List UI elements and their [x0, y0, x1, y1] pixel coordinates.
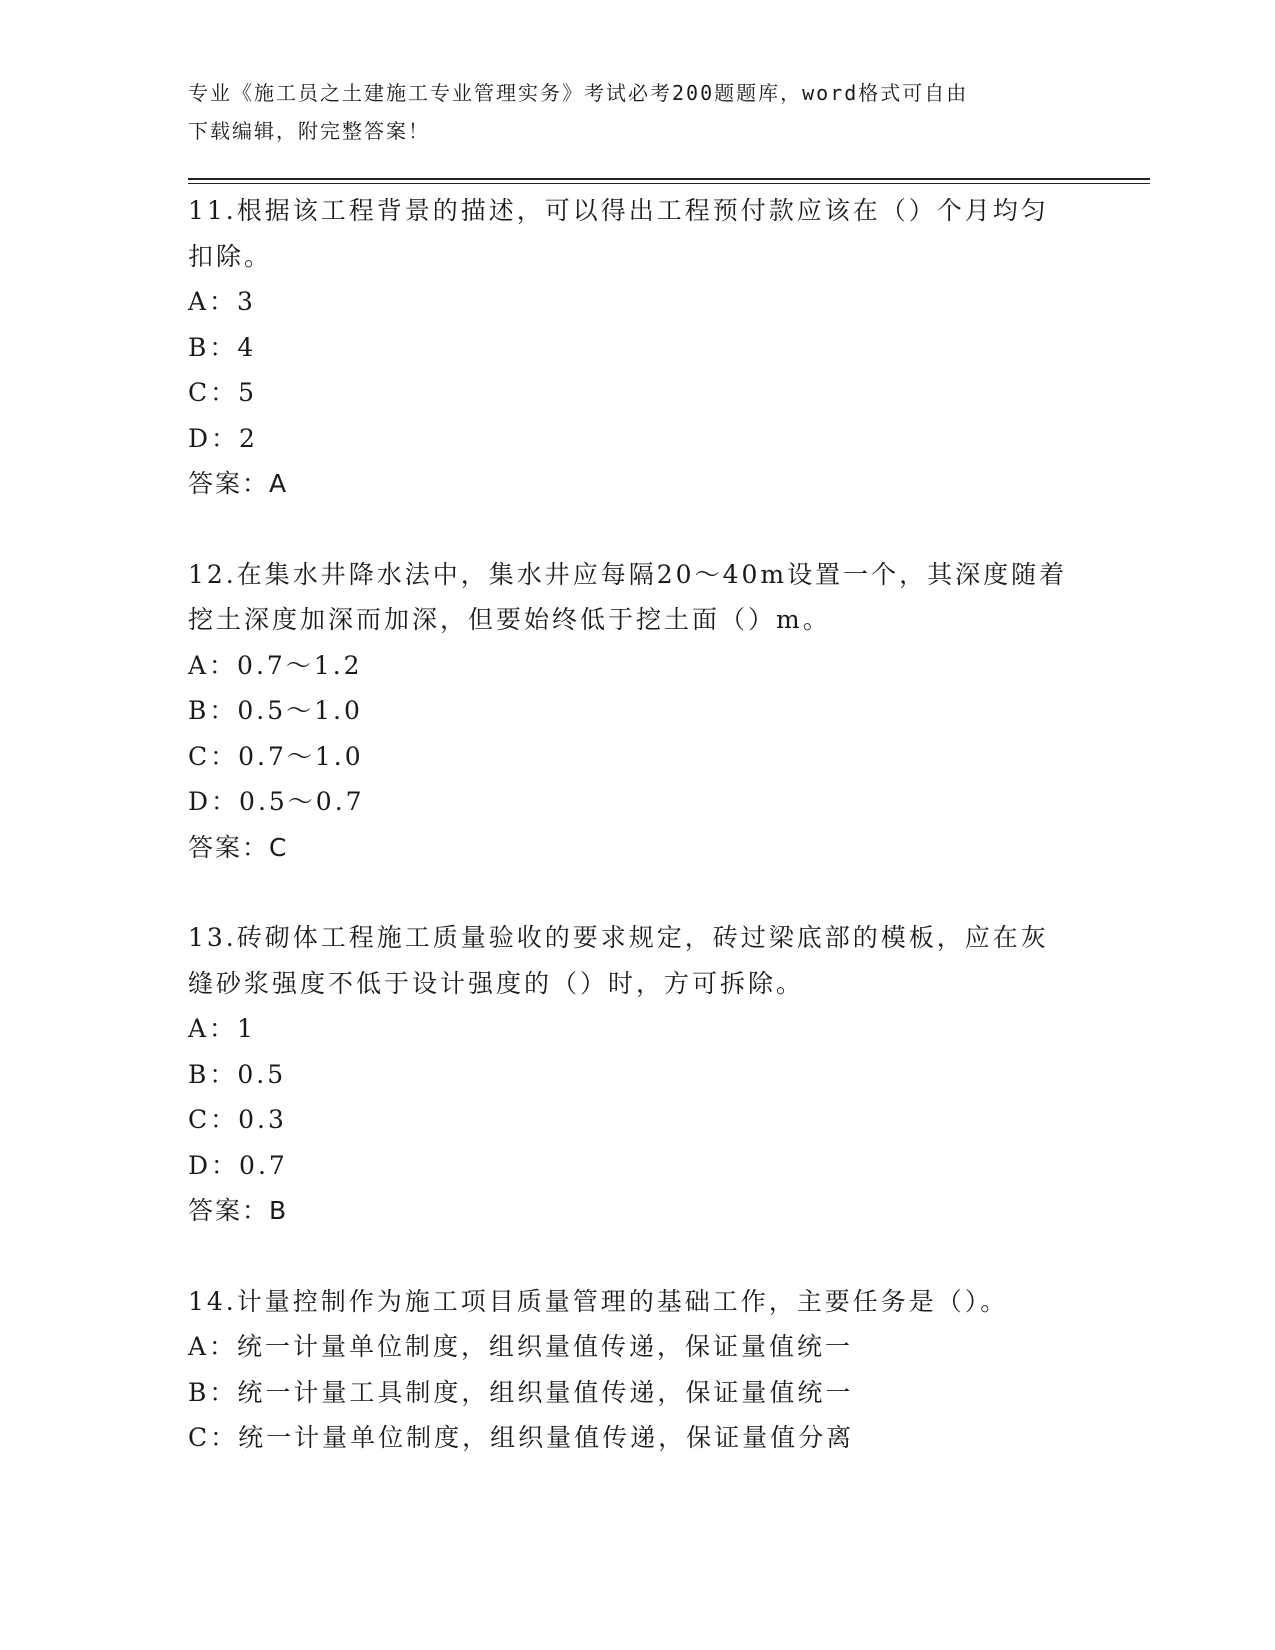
header-line-1: 专业《施工员之土建施工专业管理实务》考试必考200题题库，word格式可自由 [188, 81, 969, 105]
option-a: A：1 [188, 1014, 256, 1043]
option-d: D：2 [188, 423, 258, 453]
question-11 [188, 188, 1088, 507]
option-a: A：3 [188, 287, 256, 316]
header-divider-thin [188, 183, 1150, 184]
question-stem: 11.根据该工程背景的描述，可以得出工程预付款应该在（）个月均匀 [188, 196, 1049, 225]
option-c: C：0.3 [188, 1105, 287, 1134]
option-b: B：0.5～1.0 [188, 696, 363, 725]
question-stem: 缝砂浆强度不低于设计强度的（）时，方可拆除。 [188, 968, 805, 998]
question-list [188, 188, 1088, 1461]
question-stem: 14.计量控制作为施工项目质量管理的基础工作，主要任务是（）。 [188, 1286, 1009, 1316]
header-line-2: 下载编辑，附完整答案！ [188, 119, 430, 143]
question-stem: 12.在集水井降水法中，集水井应每隔20～40m设置一个，其深度随着 [188, 559, 1068, 589]
question-12 [188, 552, 1088, 871]
option-c: C：0.7～1.0 [188, 741, 364, 771]
question-stem: 挖土深度加深而加深，但要始终低于挖土面（）m。 [188, 605, 831, 634]
question-14 [188, 1279, 1088, 1461]
question-stem: 13.砖砌体工程施工质量验收的要求规定，砖过梁底部的模板，应在灰 [188, 923, 1049, 952]
option-b: B：统一计量工具制度，组织量值传递，保证量值统一 [188, 1377, 854, 1407]
question-stem: 扣除。 [188, 241, 273, 271]
option-a: A：0.7～1.2 [188, 650, 363, 680]
option-a: A：统一计量单位制度，组织量值传递，保证量值统一 [188, 1332, 854, 1361]
option-d: D：0.5～0.7 [188, 787, 365, 816]
question-13 [188, 915, 1088, 1234]
option-d: D：0.7 [188, 1150, 288, 1180]
answer: 答案：B [188, 1196, 289, 1225]
answer: 答案：C [188, 832, 289, 862]
document-header [188, 74, 1088, 150]
header-divider [188, 178, 1150, 180]
option-b: B：4 [188, 332, 257, 362]
option-c: C：统一计量单位制度，组织量值传递，保证量值分离 [188, 1423, 855, 1452]
option-c: C：5 [188, 378, 258, 407]
option-b: B：0.5 [188, 1059, 287, 1089]
answer: 答案：A [188, 469, 289, 498]
